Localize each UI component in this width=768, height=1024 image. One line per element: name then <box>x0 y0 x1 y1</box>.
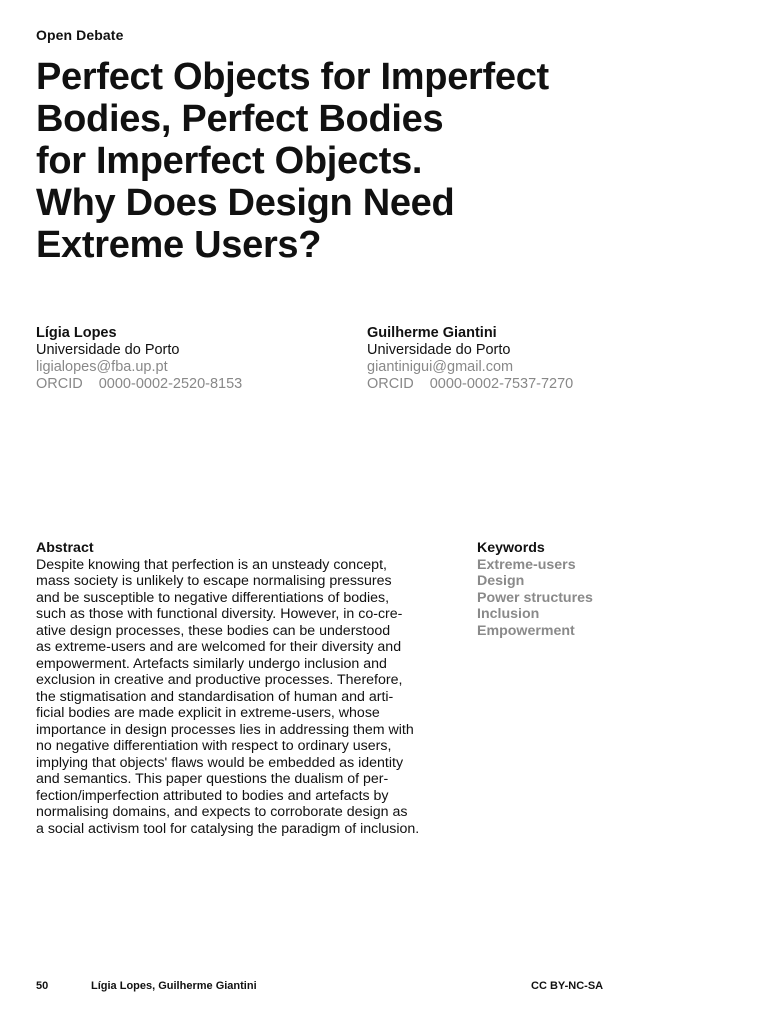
abstract-line: mass society is unlikely to escape normalising pressures <box>36 573 392 589</box>
section-label: Open Debate <box>36 27 124 43</box>
title-line: Why Does Design Need <box>36 182 455 224</box>
keyword-item: Inclusion <box>477 606 540 622</box>
author-email-link[interactable]: giantinigui@gmail.com <box>367 359 514 375</box>
abstract-line: fection/imperfection attributed to bodies and artefacts by <box>36 787 389 804</box>
author-block-lopes <box>36 325 242 393</box>
title-line: Extreme Users? <box>36 224 322 266</box>
author-email-link[interactable]: ligialopes@fba.up.pt <box>36 359 168 375</box>
abstract-line: Despite knowing that perfection is an unsteady concept, <box>36 556 387 573</box>
author-orcid <box>36 376 242 393</box>
author-affiliation: Universidade do Porto <box>36 342 180 358</box>
abstract-line: and semantics. This paper questions the dualism of per- <box>36 771 389 787</box>
author-name: Lígia Lopes <box>36 325 117 341</box>
abstract-heading: Abstract <box>36 540 94 556</box>
keywords-heading: Keywords <box>477 540 545 556</box>
keyword-item: Design <box>477 573 525 589</box>
abstract-line: ative design processes, these bodies can be understood <box>36 622 391 639</box>
abstract-line: such as those with functional diversity. However, in co-cre- <box>36 606 403 622</box>
abstract-line: implying that objects' flaws would be embedded as identity <box>36 754 404 771</box>
keywords-section <box>477 540 593 639</box>
title-line: for Imperfect Objects. <box>36 140 423 182</box>
abstract-line: the stigmatisation and standardisation of human and arti- <box>36 688 394 705</box>
keyword-item: Empowerment <box>477 622 575 639</box>
author-orcid <box>367 376 573 393</box>
abstract-section <box>36 540 476 837</box>
author-block-giantini <box>367 325 573 393</box>
title-line: Perfect Objects for Imperfect <box>36 56 549 98</box>
page-number: 50 <box>36 980 49 992</box>
orcid-label: ORCID <box>36 376 83 392</box>
article-title <box>36 56 736 266</box>
abstract-line: and be susceptible to negative differentiations of bodies, <box>36 589 390 606</box>
license-label: CC BY-NC-SA <box>531 980 604 992</box>
abstract-line: normalising domains, and expects to corroborate design as <box>36 804 408 820</box>
abstract-line: as extreme-users and are welcomed for their diversity and <box>36 639 402 655</box>
orcid-label: ORCID <box>367 376 414 392</box>
author-affiliation: Universidade do Porto <box>367 342 511 358</box>
keyword-item: Power structures <box>477 589 593 606</box>
footer-authors: Lígia Lopes, Guilherme Giantini <box>91 980 257 992</box>
abstract-line: ficial bodies are made explicit in extreme-users, whose <box>36 705 380 721</box>
abstract-line: importance in design processes lies in addressing them with <box>36 721 414 738</box>
abstract-line: no negative differentiation with respect to ordinary users, <box>36 738 392 754</box>
abstract-line: empowerment. Artefacts similarly undergo inclusion and <box>36 655 387 672</box>
orcid-id: 0000-0002-2520-8153 <box>98 376 243 392</box>
author-name: Guilherme Giantini <box>367 325 497 341</box>
orcid-id: 0000-0002-7537-7270 <box>429 376 574 392</box>
abstract-line: a social activism tool for catalysing the paradigm of inclusion. <box>36 820 420 837</box>
keyword-item: Extreme-users <box>477 556 576 573</box>
abstract-line: exclusion in creative and productive processes. Therefore, <box>36 672 403 688</box>
title-line: Bodies, Perfect Bodies <box>36 98 444 140</box>
